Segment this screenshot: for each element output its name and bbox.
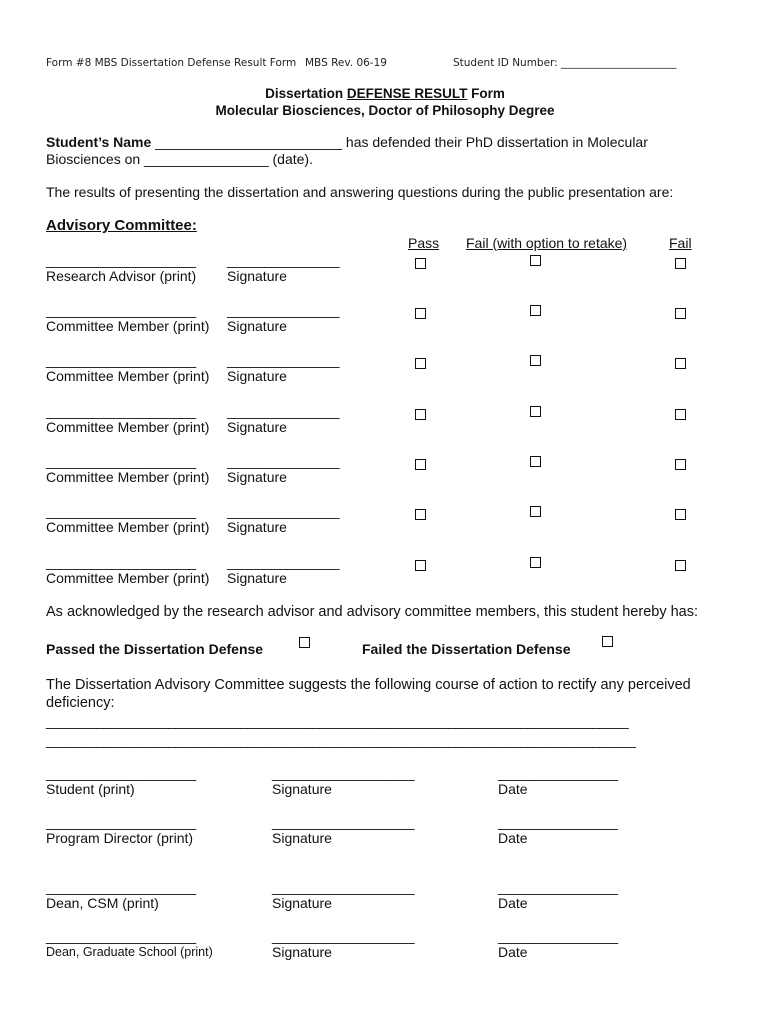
date-label: Date: [498, 895, 528, 911]
signature-field[interactable]: _______________: [227, 352, 340, 368]
signature-label: Signature: [227, 419, 287, 435]
role-label: Student (print): [46, 781, 135, 797]
pass-checkbox[interactable]: [415, 358, 426, 369]
signature-field[interactable]: ___________________: [272, 928, 415, 944]
signature-field[interactable]: ___________________: [272, 765, 415, 781]
student-id-field[interactable]: Student ID Number: ______________________: [453, 57, 677, 69]
signature-label: Signature: [227, 268, 287, 284]
signature-field[interactable]: _______________: [227, 554, 340, 570]
date-field[interactable]: ________________: [498, 928, 618, 944]
role-label: Program Director (print): [46, 830, 194, 846]
fail-checkbox[interactable]: [675, 308, 686, 319]
fail-checkbox[interactable]: [675, 560, 686, 571]
student-name-line: [46, 134, 648, 150]
suggestion-text-cont: deficiency:: [46, 695, 115, 711]
fail-checkbox[interactable]: [675, 459, 686, 470]
col-fail: Fail: [669, 235, 692, 251]
revision: MBS Rev. 06-19: [305, 57, 387, 69]
fail-checkbox[interactable]: [675, 509, 686, 520]
form-title: [0, 86, 770, 101]
date-field[interactable]: ________________: [498, 814, 618, 830]
col-pass: Pass: [408, 235, 440, 251]
fail-retake-checkbox[interactable]: [530, 406, 541, 417]
fail-retake-checkbox[interactable]: [530, 355, 541, 366]
date-label: Date: [498, 781, 528, 797]
role-label: Committee Member (print): [46, 318, 210, 334]
title-suffix: Form: [467, 86, 505, 101]
pass-checkbox[interactable]: [415, 560, 426, 571]
signature-label: Signature: [227, 469, 287, 485]
form-number: Form #8 MBS Dissertation Defense Result Form: [46, 57, 297, 69]
signature-field[interactable]: _______________: [227, 403, 340, 419]
signature-label: Signature: [227, 570, 287, 586]
passed-checkbox[interactable]: [299, 637, 310, 648]
signature-label: Signature: [272, 830, 332, 846]
print-name-field[interactable]: ____________________: [46, 453, 196, 469]
pass-checkbox[interactable]: [415, 509, 426, 520]
fail-checkbox[interactable]: [675, 358, 686, 369]
fail-checkbox[interactable]: [675, 258, 686, 269]
fail-retake-checkbox[interactable]: [530, 255, 541, 266]
print-name-field[interactable]: ____________________: [46, 928, 196, 944]
fail-checkbox[interactable]: [675, 409, 686, 420]
date-field[interactable]: ________________: [498, 765, 618, 781]
role-label: Committee Member (print): [46, 419, 210, 435]
date-field[interactable]: ________________: [498, 879, 618, 895]
deficiency-field-line-1[interactable]: _________________________________________________________________________________: [46, 713, 629, 729]
signature-field[interactable]: _______________: [227, 453, 340, 469]
title-prefix: Dissertation: [265, 86, 347, 101]
signature-field[interactable]: _______________: [227, 503, 340, 519]
print-name-field[interactable]: ____________________: [46, 302, 196, 318]
defense-date-line[interactable]: Biosciences on ________________ (date).: [46, 151, 313, 167]
role-label: Committee Member (print): [46, 469, 210, 485]
signature-label: Signature: [227, 368, 287, 384]
pass-checkbox[interactable]: [415, 459, 426, 470]
title-underlined: DEFENSE RESULT: [346, 86, 468, 101]
fail-retake-checkbox[interactable]: [530, 557, 541, 568]
role-label: Research Advisor (print): [46, 268, 197, 284]
date-label: Date: [498, 830, 528, 846]
print-name-field[interactable]: ____________________: [46, 403, 196, 419]
signature-field[interactable]: ___________________: [272, 879, 415, 895]
print-name-field[interactable]: ____________________: [46, 765, 196, 781]
results-text: The results of presenting the dissertation and answering questions during the public presentation are:: [46, 184, 674, 200]
deficiency-field-line-2[interactable]: __________________________________________________________________________________: [46, 732, 636, 748]
print-name-field[interactable]: ____________________: [46, 503, 196, 519]
role-label: Committee Member (print): [46, 519, 210, 535]
date-label: Date: [498, 944, 528, 960]
pass-checkbox[interactable]: [415, 258, 426, 269]
fail-retake-checkbox[interactable]: [530, 506, 541, 517]
student-name-field[interactable]: ________________________ has defended their PhD dissertation in Molecular: [151, 134, 648, 150]
acknowledgement-text: As acknowledged by the research advisor and advisory committee members, this student hereby has:: [46, 604, 699, 620]
col-fail-retake: Fail (with option to retake): [466, 235, 628, 251]
signature-field[interactable]: _______________: [227, 252, 340, 268]
role-label: Committee Member (print): [46, 570, 210, 586]
passed-label: Passed the Dissertation Defense: [46, 641, 264, 657]
signature-label: Signature: [272, 944, 332, 960]
signature-label: Signature: [272, 895, 332, 911]
suggestion-text: The Dissertation Advisory Committee suggests the following course of action to rectify any perceived: [46, 677, 691, 693]
signature-field[interactable]: ___________________: [272, 814, 415, 830]
role-label: Committee Member (print): [46, 368, 210, 384]
signature-label: Signature: [227, 519, 287, 535]
print-name-field[interactable]: ____________________: [46, 554, 196, 570]
print-name-field[interactable]: ____________________: [46, 814, 196, 830]
role-label: Dean, CSM (print): [46, 895, 159, 911]
failed-checkbox[interactable]: [602, 636, 613, 647]
fail-retake-checkbox[interactable]: [530, 456, 541, 467]
pass-checkbox[interactable]: [415, 409, 426, 420]
signature-field[interactable]: _______________: [227, 302, 340, 318]
form-subtitle: Molecular Biosciences, Doctor of Philosophy Degree: [215, 103, 555, 118]
print-name-field[interactable]: ____________________: [46, 252, 196, 268]
print-name-field[interactable]: ____________________: [46, 352, 196, 368]
pass-checkbox[interactable]: [415, 308, 426, 319]
committee-heading: Advisory Committee:: [46, 217, 197, 234]
signature-label: Signature: [272, 781, 332, 797]
signature-label: Signature: [227, 318, 287, 334]
role-label: Dean, Graduate School (print): [46, 945, 213, 959]
fail-retake-checkbox[interactable]: [530, 305, 541, 316]
failed-label: Failed the Dissertation Defense: [362, 641, 571, 657]
print-name-field[interactable]: ____________________: [46, 879, 196, 895]
student-name-label: Student’s Name: [46, 134, 152, 150]
